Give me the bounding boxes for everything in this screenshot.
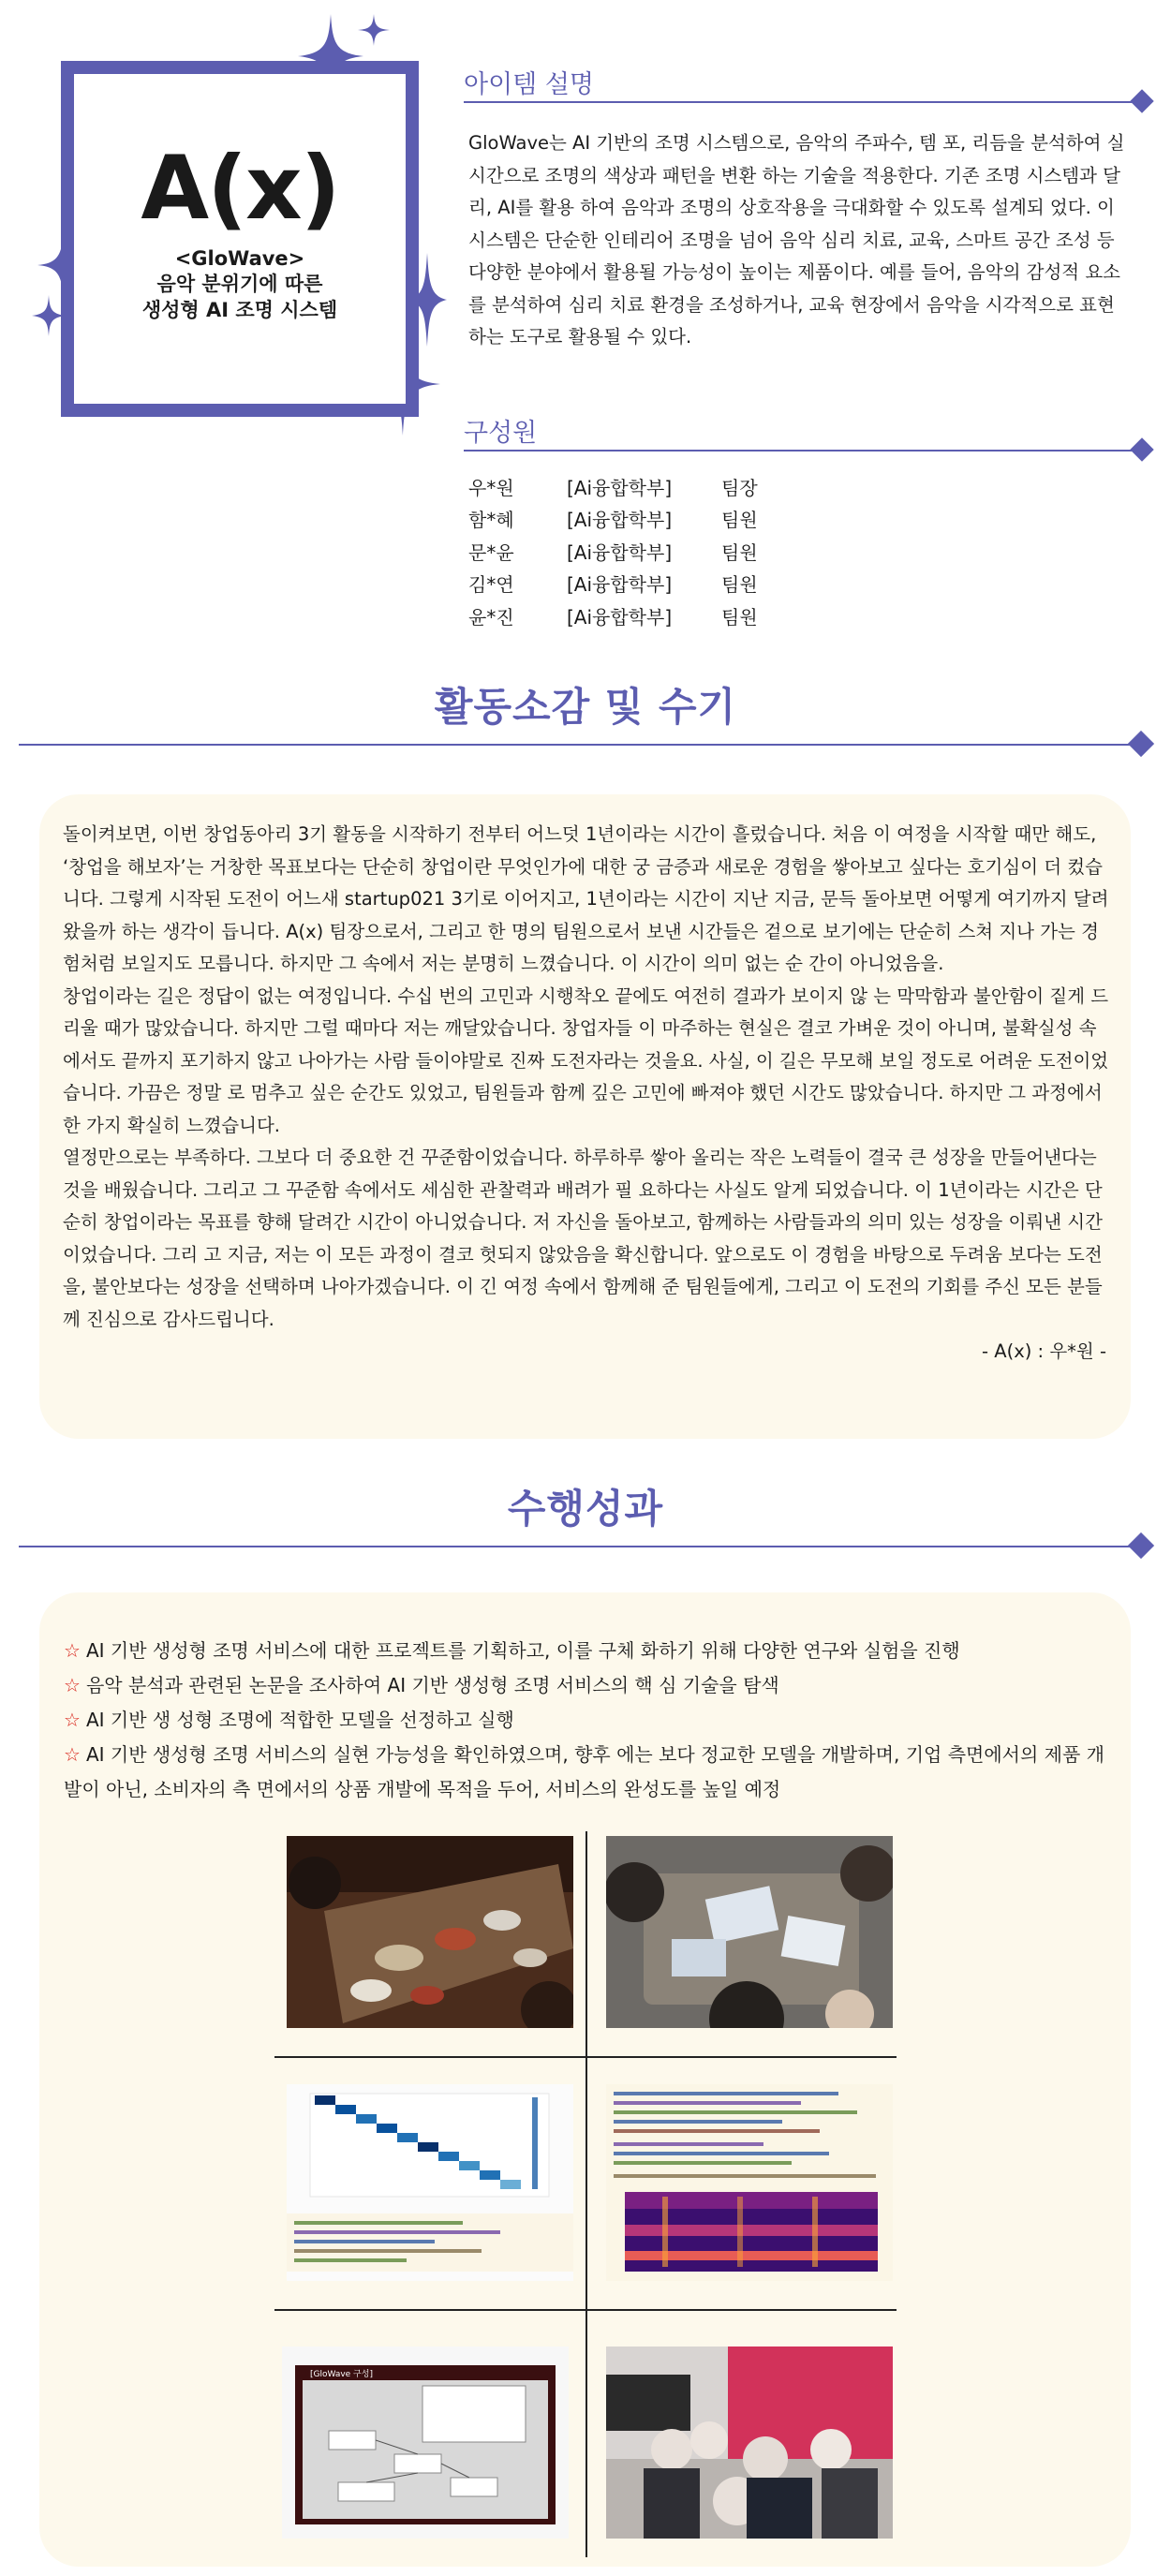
- item-description: GloWave는 AI 기반의 조명 시스템으로, 음악의 주파수, 템 포, 리듬을 분석하여 실시간으로 조명의 색상과 패턴을 변환 하는 기술을 적용한다. 기존 조명 시스템과 달리, AI를 활용 하여 음악과 조명의 상호작용을 극대화할 수 있도록 설계되 었다. 이 시스템은 단순한 인테리어 조명을 넘어 음악 심리 치료, 교육, 스마트 공간 조성 등 다양한 분야에서 활용될 가능성이 높이는 제품이다. 예를 들어, 음악의 감성적 요소 를 분석하여 심리 치료 환경을 조성하거나, 교육 현장에서 음악을 시각적으로 표현하는 도구로 활용될 수 있다.: [468, 132, 1125, 348]
- section-title: 활동소감 및 수기: [434, 684, 737, 730]
- performance-item-text: AI 기반 생성형 조명 서비스의 실현 가능성을 확인하였으며, 향후 에는 보다 정교한 모델을 개발하며, 기업 측면에서의 제품 개발이 아닌, 소비자의 측 면에서의 상품 개발에 목적을 두어, 서비스의 완성도를 높일 예정: [64, 1743, 1104, 1800]
- member-dept: [Ai융합학부]: [567, 573, 673, 597]
- member-row: [468, 503, 758, 536]
- logo-sub-line: <GloWave>: [174, 247, 305, 271]
- performance-item: [64, 1738, 1112, 1807]
- member-name: 김*연: [468, 573, 514, 597]
- diamond-icon: [1128, 1532, 1154, 1559]
- team-logo: [37, 14, 450, 436]
- logo-subtitle: [142, 246, 337, 323]
- member-row: [468, 535, 758, 568]
- member-name: 함*혜: [468, 509, 514, 532]
- performance-section-header: [19, 1478, 1152, 1553]
- member-dept: [Ai융합학부]: [567, 476, 673, 499]
- star-icon: ☆: [64, 1743, 81, 1766]
- essay-paragraph: 열정만으로는 부족하다. 그보다 더 중요한 건 꾸준함이었습니다. 하루하루 쌓아 올리는 작은 노력들이 결국 큰 성장을 만들어낸다는 것을 배웠습니다. 그리고 그 꾸준함 속에서도 세심한 관찰력과 배려가 필 요하다는 사실도 알게 되었습니다. 이 1년이라는 시간은 단순히 창업이라는 목표를 향해 달려간 시간이 아니었습니다. 저 자신을 돌아보고, 함께하는 사람들과의 의미 있는 성장을 이뤄낸 시간이었습니다. 그리 고 지금, 저는 이 모든 과정이 결코 헛되지 않았음을 확신합니다. 앞으로도 이 경험을 바탕으로 두려움 보다는 도전을, 불안보다는 성장을 선택하며 나아가겠습니다. 이 긴 여정 속에서 함께해 준 팀원들에게, 그리고 이 도전의 기회를 주신 모든 분들께 진심으로 감사드립니다.: [63, 1147, 1103, 1330]
- divider-line: [19, 744, 1139, 746]
- essay-paragraph: 돌이켜보면, 이번 창업동아리 3기 활동을 시작하기 전부터 어느덧 1년이라는 시간이 흘렀습니다. 처음 이 여정을 시작할 때만 해도, ‘창업을 해보자’는 거창한 목표보다는 단순히 창업이란 무엇인가에 대한 궁 금증과 새로운 경험을 쌓아보고 싶다는 호기심이 더 컸습니다. 그렇게 시작된 도전이 어느새 startup021 3기로 이어지고, 1년이라는 시간이 지난 지금, 문득 돌아보면 어떻게 여기까지 달려왔을까 하는 생각이 듭니다. A(x) 팀장으로서, 그리고 한 명의 팀원으로서 보낸 시간들은 겉으로 보기에는 단순히 스쳐 지나 가는 경험처럼 보일지도 모릅니다. 하지만 그 속에서 저는 분명히 느꼈습니다. 이 시간이 의미 없는 순 간이 아니었음을.: [63, 823, 1109, 974]
- member-row: [468, 600, 758, 632]
- team-meeting-photo: [606, 1836, 893, 2028]
- member-role: 팀원: [721, 605, 758, 629]
- diamond-icon: [1128, 731, 1154, 757]
- member-role: 팀원: [721, 540, 758, 564]
- section-title: 아이템 설명: [464, 70, 594, 99]
- member-name: 윤*진: [468, 605, 514, 629]
- performance-item-text: 음악 분석과 관련된 논문을 조사하여 AI 기반 생성형 조명 서비스의 핵 심 기술을 탐색: [85, 1674, 779, 1696]
- slide-title: [GloWave 구성]: [310, 2370, 373, 2379]
- logo-frame: [61, 61, 419, 417]
- section-title: 구성원: [464, 419, 538, 448]
- group-photo: [606, 2347, 893, 2539]
- essay-signature: - A(x) : 우*원 -: [982, 1340, 1106, 1362]
- essay-paragraph: 창업이라는 길은 정답이 없는 여정입니다. 수십 번의 고민과 시행착오 끝에도 여전히 결과가 보이지 않 는 막막함과 불안함이 짙게 드리울 때가 많았습니다. 하지만 그럴 때마다 저는 깨달았습니다. 창업자들 이 마주하는 현실은 결코 가벼운 것이 아니며, 불확실성 속에서도 끝까지 포기하지 않고 나아가는 사람 들이야말로 진짜 도전자라는 것을요. 사실, 이 길은 무모해 보일 정도로 어려운 도전이었습니다. 가끔은 정말 로 멈추고 싶은 순간도 있었고, 팀원들과 함께 깊은 고민에 빠져야 했던 시간도 많았습니다. 하지만 그 과정에서 한 가지 확실히 느꼈습니다.: [63, 985, 1109, 1136]
- members-section-header: [464, 412, 1152, 461]
- divider-line: [464, 450, 1139, 452]
- confusion-matrix-screenshot: [287, 2084, 573, 2281]
- member-role: 팀장: [721, 476, 758, 499]
- performance-item: [64, 1634, 1112, 1668]
- member-dept: [Ai융합학부]: [567, 605, 673, 629]
- performance-item: [64, 1668, 1112, 1703]
- star-icon: ☆: [64, 1674, 81, 1696]
- essay-section-header: [19, 676, 1152, 751]
- grid-divider: [586, 1831, 587, 2557]
- logo-sub-line: 생성형 AI 조명 시스템: [141, 298, 338, 321]
- performance-item-text: AI 기반 생성형 조명 서비스에 대한 프로젝트를 기획하고, 이를 구체 화하기 위해 다양한 연구와 실험을 진행: [85, 1639, 960, 1662]
- member-row: [468, 470, 758, 503]
- architecture-slide-screenshot: [282, 2347, 569, 2539]
- logo-mark: A(x): [141, 138, 339, 241]
- performance-item-text: AI 기반 생 성형 조명에 적합한 모델을 선정하고 실행: [85, 1709, 514, 1731]
- performance-item: [64, 1703, 1112, 1738]
- sparkle-icon: [358, 14, 390, 46]
- member-name: 문*윤: [468, 540, 514, 564]
- grid-divider: [274, 2309, 897, 2311]
- member-role: 팀원: [721, 573, 758, 597]
- divider-line: [19, 1546, 1139, 1547]
- section-title: 수행성과: [507, 1486, 664, 1532]
- logo-sub-line: 음악 분위기에 따른: [156, 273, 323, 296]
- photo-grid: [267, 1831, 904, 2557]
- divider-line: [464, 101, 1139, 103]
- essay-panel: [39, 794, 1131, 1439]
- member-dept: [Ai융합학부]: [567, 540, 673, 564]
- grid-divider: [274, 2056, 897, 2058]
- star-icon: ☆: [64, 1709, 81, 1731]
- member-row: [468, 568, 758, 600]
- member-role: 팀원: [721, 509, 758, 532]
- member-dept: [Ai융합학부]: [567, 509, 673, 532]
- star-icon: ☆: [64, 1639, 81, 1662]
- member-list: [468, 470, 758, 632]
- spectrogram-code-screenshot: [606, 2084, 893, 2281]
- team-dinner-photo: [287, 1836, 573, 2028]
- member-name: 우*원: [468, 476, 514, 499]
- item-section-header: [464, 64, 1152, 112]
